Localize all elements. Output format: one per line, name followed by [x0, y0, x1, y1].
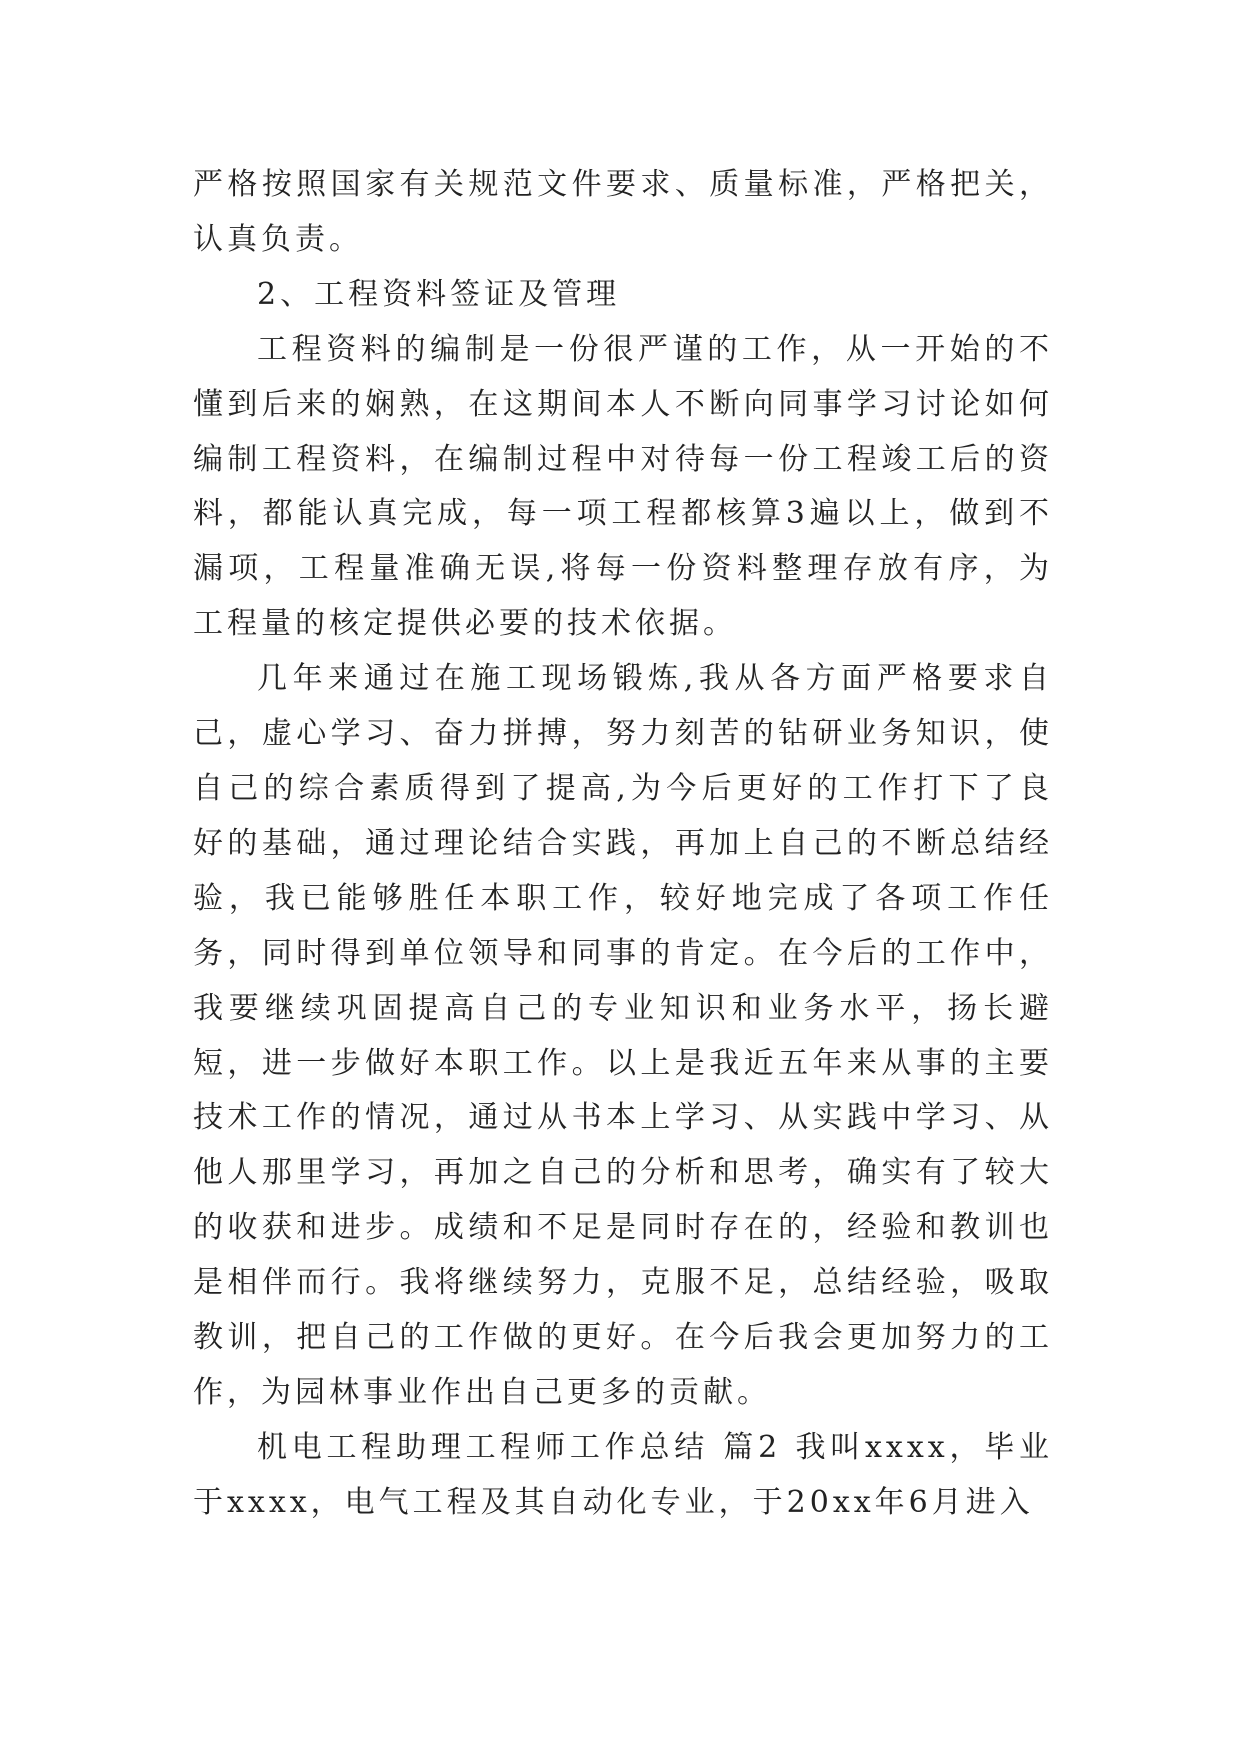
paragraph-summary-article-2: 机电工程助理工程师工作总结 篇2 我叫xxxx，毕业于xxxx，电气工程及其自动化专业，于20xx年6月进入	[193, 1429, 1053, 1520]
document-body	[193, 158, 1053, 1531]
paragraph-quality-standards: 严格按照国家有关规范文件要求、质量标准，严格把关，认真负责。	[193, 167, 1053, 257]
paragraph-documents: 工程资料的编制是一份很严谨的工作，从一开始的不懂到后来的娴熟，在这期间本人不断向同事学习讨论如何编制工程资料，在编制过程中对待每一份工程竣工后的资料，都能认真完成，每一项工程都核算3遍以上，做到不漏项，工程量准确无误,将每一份资料整理存放有序，为工程量的核定提供必要的技术依据。	[193, 331, 1053, 642]
section-heading-documents: 2、工程资料签证及管理	[257, 276, 621, 312]
paragraph-experience: 几年来通过在施工现场锻炼,我从各方面严格要求自己，虚心学习、奋力拼搏，努力刻苦的钻研业务知识，使自己的综合素质得到了提高,为今后更好的工作打下了良好的基础，通过理论结合实践，再加上自己的不断总结经验，我已能够胜任本职工作，较好地完成了各项工作任务，同时得到单位领导和同事的肯定。在今后的工作中，我要继续巩固提高自己的专业知识和业务水平，扬长避短，进一步做好本职工作。以上是我近五年来从事的主要技术工作的情况，通过从书本上学习、从实践中学习、从他人那里学习，再加之自己的分析和思考，确实有了较大的收获和进步。成绩和不足是同时存在的，经验和教训也是相伴而行。我将继续努力，克服不足，总结经验，吸取教训，把自己的工作做的更好。在今后我会更加努力的工作，为园林事业作出自己更多的贡献。	[193, 661, 1053, 1410]
